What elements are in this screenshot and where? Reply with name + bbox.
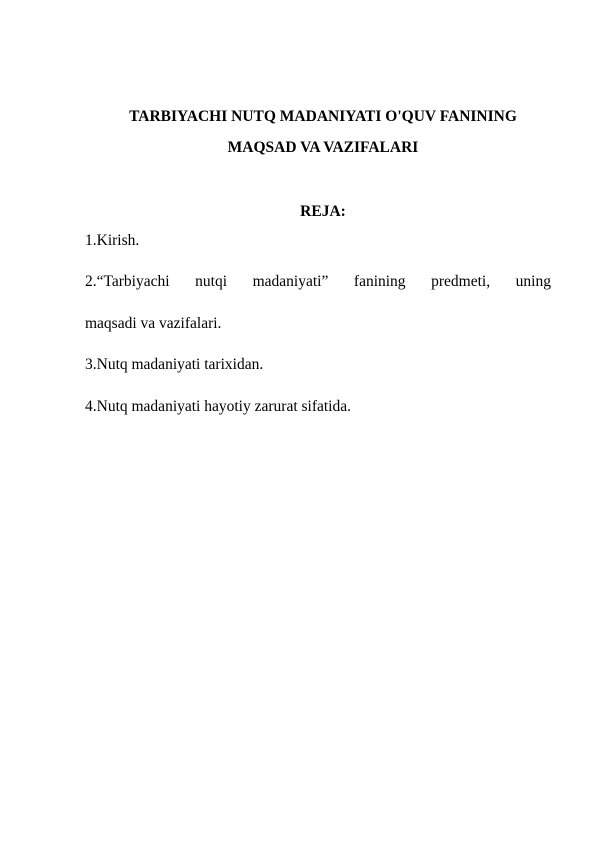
document-title-line-1: TARBIYACHI NUTQ MADANIYATI O'QUV FANINING	[129, 108, 517, 125]
plan-item-2-continuation: maqsadi va vazifalari.	[85, 315, 222, 332]
plan-item-2: 2.“Tarbiyachi nutqi madaniyati” fanining predmeti, uning	[85, 273, 551, 290]
plan-item-4: 4.Nutq madaniyati hayotiy zarurat sifatida.	[85, 398, 351, 415]
document-title-line-2: MAQSAD VA VAZIFALARI	[227, 139, 419, 156]
plan-item-1: 1.Kirish.	[85, 232, 140, 249]
plan-item-3: 3.Nutq madaniyati tarixidan.	[85, 356, 264, 373]
plan-heading: REJA:	[300, 203, 346, 220]
